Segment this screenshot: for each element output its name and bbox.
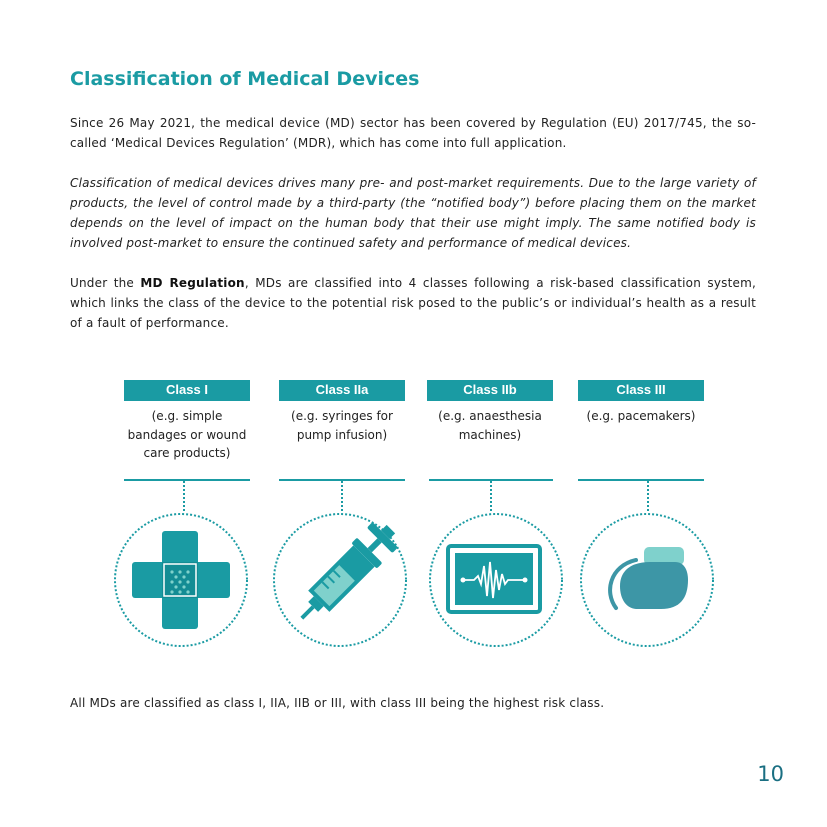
monitor-icon [448, 546, 540, 612]
class-iib-example: (e.g. anaesthesia machines) [438, 409, 542, 442]
class-iii-example: (e.g. pacemakers) [586, 409, 696, 423]
bandage-icon [132, 531, 230, 629]
intro-paragraph: Since 26 May 2021, the medical device (MD) sector has been covered by Regulation (EU) 2017/745, the so-called ‘Medical Devices Regulation’ (MDR), which has come into full application. [70, 116, 756, 150]
regulation-prefix: Under the [70, 276, 141, 290]
class-iia-label: Class IIa [279, 380, 405, 401]
summary-paragraph: All MDs are classified as class I, IIA, IIB or III, with class III being the highest risk class. [70, 696, 605, 710]
class-i-example: (e.g. simple bandages or wound care products) [127, 409, 247, 460]
page-number: 10 [757, 762, 784, 786]
class-iii-label: Class III [578, 380, 704, 401]
pacemaker-icon [610, 547, 688, 609]
class-iia-example: (e.g. syringes for pump infusion) [291, 409, 393, 442]
class-i-label: Class I [124, 380, 250, 401]
regulation-bold-term: MD Regulation [140, 276, 245, 290]
class-iib-label: Class IIb [427, 380, 553, 401]
page-title: Classification of Medical Devices [70, 68, 420, 90]
syringe-icon [289, 516, 404, 631]
classification-note-paragraph: Classification of medical devices drives many pre- and post-market requirements. Due to the large variety of products, the level of control made by a third-party (the “notified body”) before placing them on the market depends on the level of impact on the human body that their use might imply. The same notified body is involved post-market to ensure the continued safety and performance of medical devices. [70, 176, 756, 250]
regulation-suffix: , MDs are classified into 4 classes following a risk-based classification system, which links the class of the device to the potential risk posed to the public’s or individual’s health as a result of a fault of performance. [70, 276, 756, 330]
